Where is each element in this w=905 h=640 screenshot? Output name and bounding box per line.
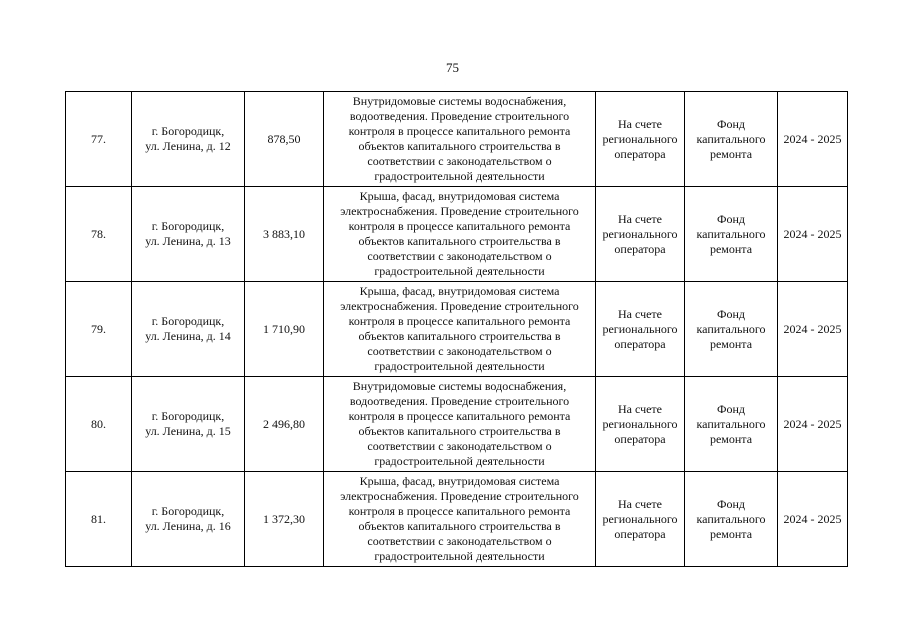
works-line: соответствии с законодательством о xyxy=(367,534,552,548)
works-line: Крыша, фасад, внутридомовая система xyxy=(359,474,560,488)
funding-source-cell xyxy=(685,472,778,567)
address-line: г. Богородицк, xyxy=(151,504,225,518)
account-cell xyxy=(596,377,685,472)
account-line: оператора xyxy=(614,526,666,541)
period-cell xyxy=(778,472,848,567)
address-line: ул. Ленина, д. 14 xyxy=(145,329,231,343)
period-cell xyxy=(778,187,848,282)
works-line: водоотведения. Проведение строительного xyxy=(349,109,570,123)
account-line: На счете xyxy=(617,116,662,131)
works-cell xyxy=(324,187,596,282)
works-line: электроснабжения. Проведение строительного xyxy=(340,204,579,218)
works-line: объектов капитального строительства в xyxy=(358,424,561,438)
period-value: 2024 - 2025 xyxy=(783,226,842,241)
works-cell xyxy=(324,92,596,187)
area-value: 878,50 xyxy=(267,131,301,146)
account-line: оператора xyxy=(614,431,666,446)
account-line: регионального xyxy=(602,511,678,526)
works-line: контроля в процессе капитального ремонта xyxy=(348,409,571,423)
funding-source-line: капитального xyxy=(696,511,766,526)
funding-source-line: ремонта xyxy=(709,431,753,446)
account-line: На счете xyxy=(617,401,662,416)
works-cell xyxy=(324,282,596,377)
works-cell xyxy=(324,377,596,472)
table-body xyxy=(66,92,848,567)
works-line: объектов капитального строительства в xyxy=(358,329,561,343)
funding-source-line: Фонд xyxy=(716,306,745,321)
funding-source-line: Фонд xyxy=(716,496,745,511)
area-cell xyxy=(245,282,324,377)
area-value: 1 710,90 xyxy=(263,321,305,336)
period-value: 2024 - 2025 xyxy=(783,416,842,431)
area-value: 2 496,80 xyxy=(263,416,305,431)
account-line: оператора xyxy=(614,336,666,351)
account-cell xyxy=(596,92,685,187)
address-line: г. Богородицк, xyxy=(151,314,225,328)
funding-source-line: ремонта xyxy=(709,241,753,256)
row-number-cell xyxy=(66,472,132,567)
account-line: На счете xyxy=(617,306,662,321)
funding-source-line: капитального xyxy=(696,321,766,336)
account-line: На счете xyxy=(617,211,662,226)
works-line: соответствии с законодательством о xyxy=(367,439,552,453)
table-row xyxy=(66,282,848,377)
period-cell xyxy=(778,377,848,472)
funding-source-line: ремонта xyxy=(709,526,753,541)
row-number-cell xyxy=(66,377,132,472)
works-line: водоотведения. Проведение строительного xyxy=(349,394,570,408)
row-number: 79. xyxy=(91,321,106,336)
works-line: соответствии с законодательством о xyxy=(367,249,552,263)
works-line: градостроительной деятельности xyxy=(374,549,545,563)
funding-source-line: Фонд xyxy=(716,211,745,226)
row-number: 78. xyxy=(91,226,106,241)
works-line: контроля в процессе капитального ремонта xyxy=(348,219,571,233)
address-cell xyxy=(132,472,245,567)
period-value: 2024 - 2025 xyxy=(783,131,842,146)
row-number: 80. xyxy=(91,416,106,431)
repair-registry-table xyxy=(65,91,848,567)
area-cell xyxy=(245,472,324,567)
period-cell xyxy=(778,92,848,187)
works-line: контроля в процессе капитального ремонта xyxy=(348,504,571,518)
address-line: г. Богородицк, xyxy=(151,409,225,423)
area-cell xyxy=(245,92,324,187)
account-line: оператора xyxy=(614,146,666,161)
address-line: г. Богородицк, xyxy=(151,124,225,138)
works-line: соответствии с законодательством о xyxy=(367,344,552,358)
works-line: Крыша, фасад, внутридомовая система xyxy=(359,189,560,203)
account-line: регионального xyxy=(602,226,678,241)
period-value: 2024 - 2025 xyxy=(783,321,842,336)
works-line: градостроительной деятельности xyxy=(374,454,545,468)
account-line: регионального xyxy=(602,131,678,146)
funding-source-line: Фонд xyxy=(716,116,745,131)
table-row xyxy=(66,472,848,567)
funding-source-cell xyxy=(685,92,778,187)
address-cell xyxy=(132,282,245,377)
table-row xyxy=(66,377,848,472)
works-line: Внутридомовые системы водоснабжения, xyxy=(352,94,567,108)
works-line: Внутридомовые системы водоснабжения, xyxy=(352,379,567,393)
address-cell xyxy=(132,377,245,472)
funding-source-line: Фонд xyxy=(716,401,745,416)
works-line: электроснабжения. Проведение строительного xyxy=(340,299,579,313)
row-number: 77. xyxy=(91,131,106,146)
works-line: электроснабжения. Проведение строительного xyxy=(340,489,579,503)
works-line: контроля в процессе капитального ремонта xyxy=(348,124,571,138)
works-cell xyxy=(324,472,596,567)
works-line: градостроительной деятельности xyxy=(374,169,545,183)
address-line: ул. Ленина, д. 15 xyxy=(145,424,231,438)
works-line: объектов капитального строительства в xyxy=(358,519,561,533)
address-line: г. Богородицк, xyxy=(151,219,225,233)
account-cell xyxy=(596,472,685,567)
area-value: 1 372,30 xyxy=(263,511,305,526)
period-value: 2024 - 2025 xyxy=(783,511,842,526)
account-line: регионального xyxy=(602,416,678,431)
works-line: Крыша, фасад, внутридомовая система xyxy=(359,284,560,298)
funding-source-line: ремонта xyxy=(709,336,753,351)
page-number: 75 xyxy=(446,60,459,75)
area-cell xyxy=(245,187,324,282)
address-line: ул. Ленина, д. 13 xyxy=(145,234,231,248)
account-cell xyxy=(596,187,685,282)
address-line: ул. Ленина, д. 12 xyxy=(145,139,231,153)
account-line: оператора xyxy=(614,241,666,256)
row-number-cell xyxy=(66,187,132,282)
funding-source-line: капитального xyxy=(696,226,766,241)
table-row xyxy=(66,187,848,282)
works-line: объектов капитального строительства в xyxy=(358,234,561,248)
works-line: контроля в процессе капитального ремонта xyxy=(348,314,571,328)
works-line: соответствии с законодательством о xyxy=(367,154,552,168)
row-number: 81. xyxy=(91,511,106,526)
area-value: 3 883,10 xyxy=(263,226,305,241)
funding-source-cell xyxy=(685,377,778,472)
period-cell xyxy=(778,282,848,377)
account-line: На счете xyxy=(617,496,662,511)
funding-source-cell xyxy=(685,282,778,377)
works-line: объектов капитального строительства в xyxy=(358,139,561,153)
funding-source-cell xyxy=(685,187,778,282)
works-line: градостроительной деятельности xyxy=(374,359,545,373)
funding-source-line: капитального xyxy=(696,131,766,146)
address-cell xyxy=(132,187,245,282)
address-cell xyxy=(132,92,245,187)
account-line: регионального xyxy=(602,321,678,336)
account-cell xyxy=(596,282,685,377)
area-cell xyxy=(245,377,324,472)
funding-source-line: ремонта xyxy=(709,146,753,161)
table-row xyxy=(66,92,848,187)
row-number-cell xyxy=(66,92,132,187)
row-number-cell xyxy=(66,282,132,377)
funding-source-line: капитального xyxy=(696,416,766,431)
works-line: градостроительной деятельности xyxy=(374,264,545,278)
address-line: ул. Ленина, д. 16 xyxy=(145,519,231,533)
